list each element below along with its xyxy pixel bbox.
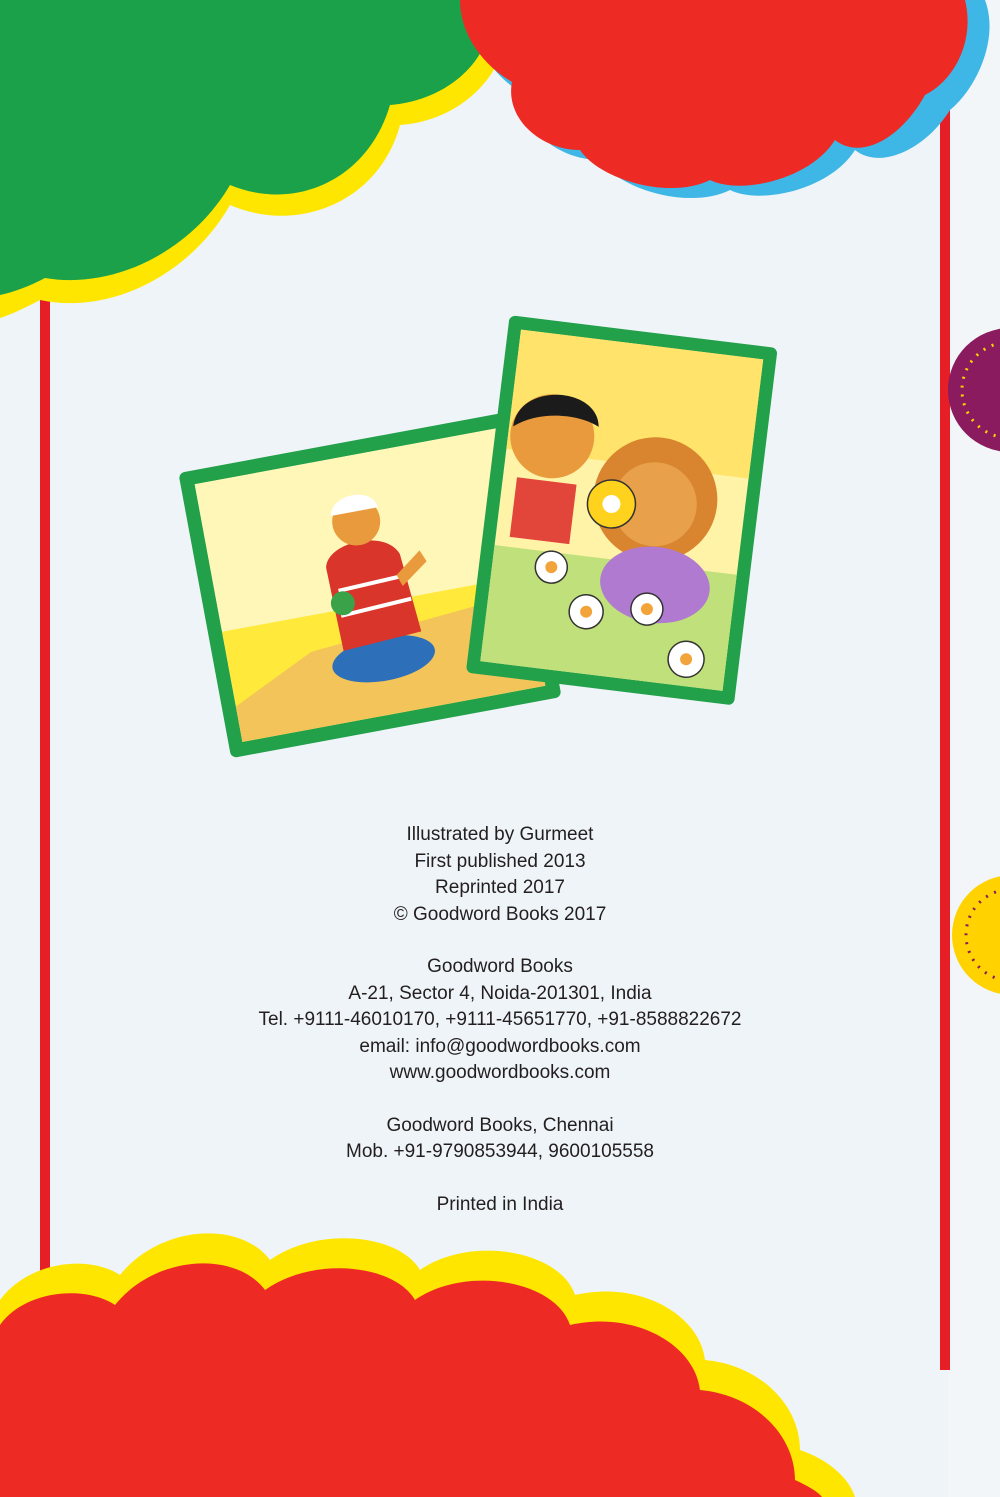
spacer bbox=[0, 928, 1000, 954]
copyright-line: © Goodword Books 2017 bbox=[393, 903, 607, 925]
branch-mobile: Mob. +91-9790853944, 9600105558 bbox=[346, 1141, 654, 1162]
publisher-website: www.goodwordbooks.com bbox=[389, 1062, 611, 1083]
imprint-text-block bbox=[0, 822, 1000, 1218]
printed-in-line: Printed in India bbox=[436, 1193, 564, 1215]
publisher-email: email: info@goodwordbooks.com bbox=[359, 1035, 641, 1057]
spacer bbox=[0, 1087, 1000, 1113]
spacer bbox=[0, 1166, 1000, 1192]
publisher-phone: Tel. +9111-46010170, +9111-45651770, +91-8588822672 bbox=[258, 1009, 742, 1030]
right-margin-strip bbox=[948, 0, 1000, 1497]
branch-name: Goodword Books, Chennai bbox=[386, 1114, 614, 1136]
first-published-line: First published 2013 bbox=[414, 850, 586, 872]
publisher-address: A-21, Sector 4, Noida-201301, India bbox=[348, 982, 652, 1004]
publisher-name: Goodword Books bbox=[427, 956, 573, 977]
illustrator-credit: Illustrated by Gurmeet bbox=[406, 824, 594, 845]
illustration-card-children-flowers bbox=[466, 315, 778, 705]
reprinted-line: Reprinted 2017 bbox=[435, 877, 565, 898]
